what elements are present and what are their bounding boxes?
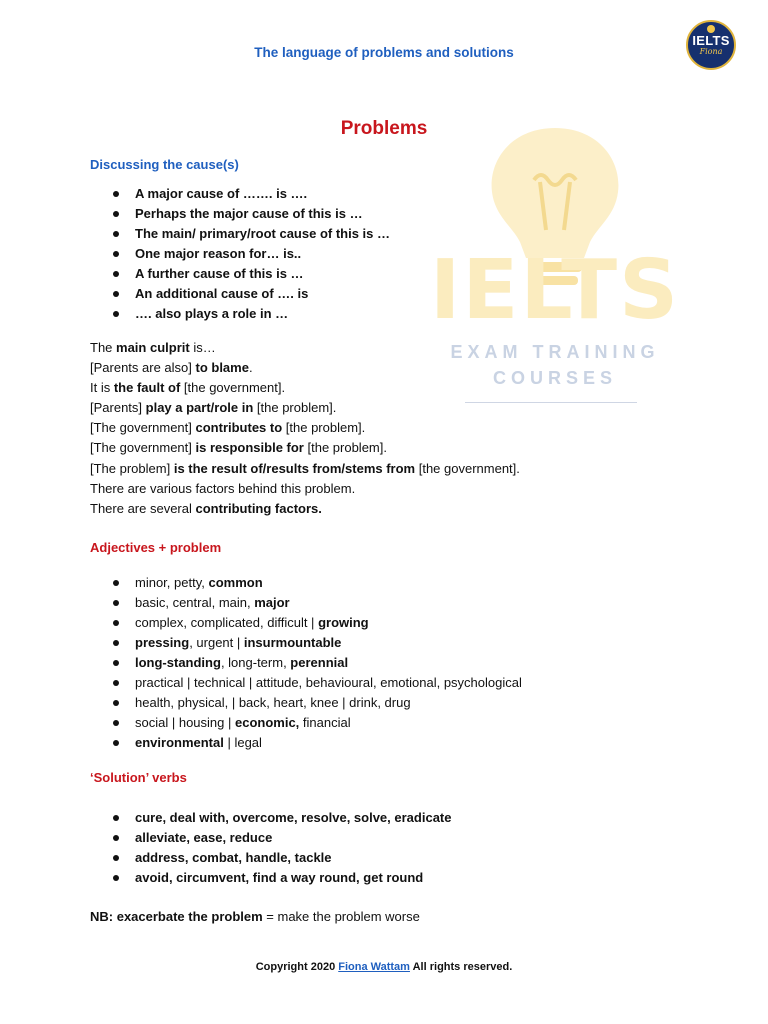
- bold-phrase: to blame: [195, 360, 249, 376]
- bullet-icon: [113, 271, 119, 277]
- bold-phrase: is responsible for: [195, 440, 304, 456]
- ielts-logo: [686, 20, 736, 70]
- cause-list-item: [90, 284, 390, 304]
- bullet-icon: [113, 855, 119, 861]
- solution-verb-item: [90, 868, 451, 888]
- bold-phrase: environmental: [135, 735, 224, 750]
- cause-item-text: One major reason for… is..: [135, 246, 302, 261]
- solution-verb-text: avoid, circumvent, find a way round, get round: [135, 870, 424, 885]
- bold-phrase: perennial: [290, 655, 349, 670]
- bullet-icon: [113, 600, 119, 606]
- bold-phrase: main culprit: [116, 340, 190, 355]
- cause-phrase-line: [90, 499, 520, 519]
- text-segment: basic, central, main,: [135, 595, 255, 610]
- text-segment: minor, petty,: [135, 575, 209, 590]
- cause-item-text: The main/ primary/root cause of this is …: [135, 226, 391, 241]
- cause-phrase-line: [90, 358, 520, 378]
- cause-phrase-line: [90, 418, 520, 438]
- text-segment: .: [248, 360, 253, 376]
- text-segment: [the problem].: [303, 440, 387, 456]
- bold-phrase: insurmountable: [243, 635, 342, 650]
- solution-verb-text: address, combat, handle, tackle: [135, 850, 332, 865]
- bullet-icon: [113, 251, 119, 257]
- text-segment: [The problem]: [90, 460, 174, 476]
- bold-phrase: long-standing: [135, 655, 221, 670]
- cause-item-text: A further cause of this is …: [135, 266, 304, 281]
- header-title: The language of problems and solutions: [254, 45, 514, 60]
- nb-term: NB: exacerbate the problem: [90, 909, 263, 924]
- cause-list-item: [90, 304, 390, 324]
- bullet-icon: [113, 700, 119, 706]
- bold-phrase: play a part/role in: [145, 400, 254, 416]
- bullet-icon: [113, 620, 119, 626]
- nb-note: [90, 909, 420, 924]
- cause-item-text: A major cause of ……. is ….: [135, 186, 308, 201]
- cause-list-item: [90, 264, 390, 284]
- causes-heading: Discussing the cause(s): [90, 157, 239, 172]
- solution-verbs-list: [90, 808, 451, 888]
- solution-verb-item: [90, 848, 451, 868]
- bullet-icon: [113, 640, 119, 646]
- solution-verbs-heading: ‘Solution’ verbs: [90, 770, 187, 785]
- text-segment: [Parents are also]: [90, 360, 196, 376]
- cause-item-text: Perhaps the major cause of this is …: [135, 206, 363, 221]
- watermark-line-2: COURSES: [492, 368, 617, 388]
- bullet-icon: [113, 875, 119, 881]
- copyright-prefix: Copyright 2020: [255, 961, 339, 973]
- text-segment: [the problem].: [253, 400, 337, 416]
- cause-phrases: [90, 338, 520, 519]
- adjective-list-item: [90, 573, 522, 593]
- text-segment: The: [90, 340, 117, 355]
- text-segment: [the problem].: [282, 420, 366, 436]
- text-segment: financial: [299, 715, 351, 730]
- text-segment: There are various factors behind this problem.: [90, 480, 356, 496]
- bold-phrase: pressing: [135, 635, 190, 650]
- text-segment: health, physical, | back, heart, knee | drink, drug: [135, 695, 411, 710]
- text-segment: [Parents]: [90, 400, 146, 416]
- text-segment: practical | technical | attitude, behavioural, emotional, psychological: [135, 675, 522, 690]
- bold-phrase: economic,: [234, 715, 300, 730]
- cause-phrase-line: [90, 338, 520, 358]
- adjective-list-item: [90, 733, 522, 753]
- bullet-icon: [113, 835, 119, 841]
- cause-phrase-line: [90, 398, 520, 418]
- bullet-icon: [113, 291, 119, 297]
- adjective-list-item: [90, 693, 522, 713]
- adjective-list-item: [90, 713, 522, 733]
- bold-phrase: contributes to: [195, 420, 283, 436]
- adjective-list-item: [90, 673, 522, 693]
- bullet-icon: [113, 815, 119, 821]
- text-segment: complex, complicated, difficult |: [135, 615, 319, 630]
- bold-phrase: common: [208, 575, 263, 590]
- nb-definition: = make the problem worse: [262, 909, 420, 924]
- adjective-list-item: [90, 613, 522, 633]
- cause-list-item: [90, 204, 390, 224]
- adjective-list-item: [90, 653, 522, 673]
- text-segment: , long-term,: [220, 655, 291, 670]
- logo-script: Fiona: [699, 47, 723, 56]
- solution-verb-text: cure, deal with, overcome, resolve, solve, eradicate: [135, 810, 452, 825]
- bullet-icon: [113, 191, 119, 197]
- lightbulb-icon: [707, 25, 715, 33]
- cause-item-text: …. also plays a role in …: [135, 306, 289, 321]
- bullet-icon: [113, 311, 119, 317]
- adjective-list-item: [90, 633, 522, 653]
- bullet-icon: [113, 740, 119, 746]
- solution-verb-item: [90, 828, 451, 848]
- solution-verb-text: alleviate, ease, reduce: [135, 830, 273, 845]
- adjective-list-item: [90, 593, 522, 613]
- solution-verb-item: [90, 808, 451, 828]
- text-segment: [The government]: [90, 420, 196, 436]
- text-segment: social | housing |: [135, 715, 235, 730]
- adjectives-list: [90, 573, 522, 753]
- text-segment: It is: [90, 380, 114, 396]
- text-segment: is…: [189, 340, 216, 355]
- text-segment: [the government].: [415, 460, 520, 476]
- cause-phrase-line: [90, 438, 520, 458]
- text-segment: , urgent |: [189, 635, 244, 650]
- text-segment: [the government].: [180, 380, 286, 396]
- bullet-icon: [113, 231, 119, 237]
- bullet-icon: [113, 660, 119, 666]
- bullet-icon: [113, 680, 119, 686]
- watermark-line-1: EXAM TRAINING: [450, 342, 660, 362]
- bullet-icon: [113, 720, 119, 726]
- logo-word: IELTS: [692, 33, 730, 48]
- bullet-icon: [113, 211, 119, 217]
- author-link[interactable]: Fiona Wattam: [338, 961, 410, 973]
- cause-phrase-line: [90, 459, 520, 479]
- cause-list-item: [90, 184, 390, 204]
- text-segment: | legal: [223, 735, 262, 750]
- text-segment: There are several: [90, 500, 196, 516]
- bold-phrase: major: [254, 595, 290, 610]
- bold-phrase: growing: [318, 615, 369, 630]
- adjectives-heading: Adjectives + problem: [90, 540, 222, 555]
- bold-phrase: the fault of: [113, 380, 181, 396]
- causes-list: [90, 184, 390, 324]
- bold-phrase: is the result of/results from/stems from: [173, 460, 416, 476]
- bold-phrase: contributing factors.: [195, 500, 322, 516]
- page-title: Problems: [340, 118, 428, 139]
- cause-phrase-line: [90, 378, 520, 398]
- footer: [0, 961, 768, 973]
- cause-phrase-line: [90, 479, 520, 499]
- copyright-suffix: All rights reserved.: [409, 961, 513, 973]
- cause-item-text: An additional cause of …. is: [135, 286, 309, 301]
- watermark-word: IELTS: [429, 243, 681, 338]
- text-segment: [The government]: [90, 440, 196, 456]
- cause-list-item: [90, 224, 390, 244]
- bullet-icon: [113, 580, 119, 586]
- cause-list-item: [90, 244, 390, 264]
